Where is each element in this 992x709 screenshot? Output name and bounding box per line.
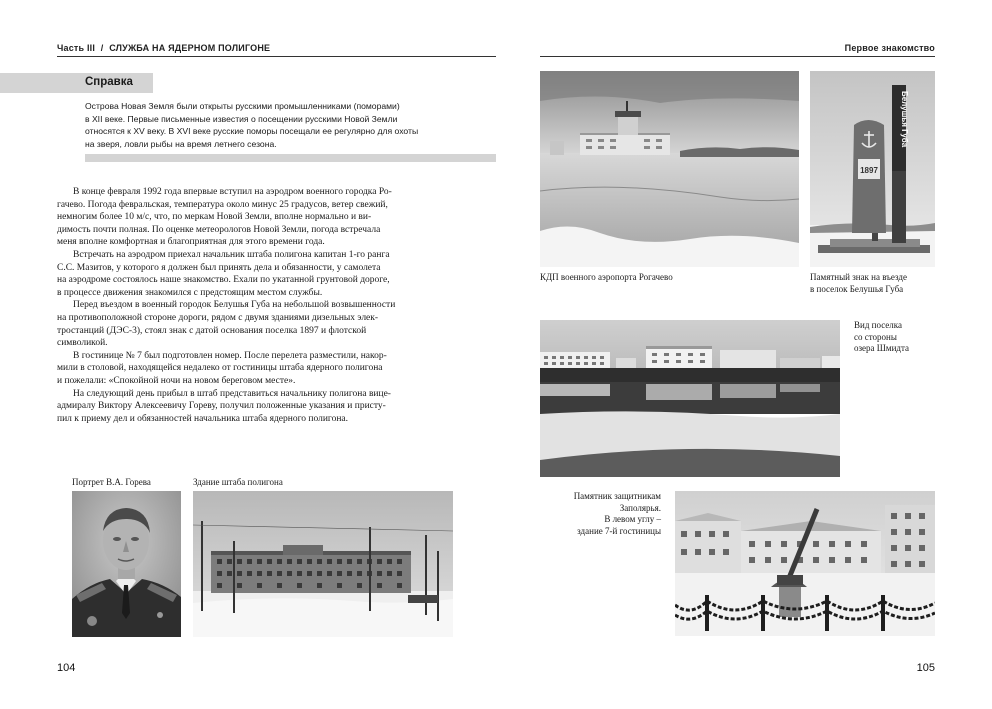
sign-vertical-text: Белушья Губа (900, 91, 909, 148)
sidebar-line: относятся к XV веку. В XVI веке русские поморы посещали ее регулярно для охоты (85, 126, 419, 137)
caption-monument-line: Заполярья. (619, 502, 661, 513)
body-line: символикой. (57, 338, 108, 349)
caption-monument (574, 491, 661, 537)
left-page-number: 104 (57, 662, 76, 674)
caption-lake-line: со стороны (854, 331, 897, 342)
caption-lake-line: озера Шмидта (854, 343, 910, 354)
body-line: и пожелали: «Спокойной ночи на новом береговом месте». (57, 375, 296, 386)
memorial-sign-photo (810, 71, 935, 267)
body-line: гачево. Погода февральская, температура около минус 25 градусов, ветер свежий, (57, 199, 388, 210)
hq-building-photo (193, 491, 453, 637)
header-part: Часть III (57, 43, 96, 53)
sign-year: 1897 (860, 166, 878, 175)
body-text (57, 186, 395, 425)
caption-sign (810, 272, 907, 295)
sidebar-bottom-band (85, 154, 496, 162)
sidebar-line: Острова Новая Земля были открыты русскими промышленниками (поморами) (85, 101, 400, 111)
header-separator: / (100, 43, 104, 53)
caption-lake (854, 320, 909, 355)
body-line: На следующий день прибыл в штаб представиться начальнику полигона вице- (73, 388, 391, 399)
caption-hq-building: Здание штаба полигона (193, 477, 283, 487)
body-line: немногим более 10 м/с, что, по меркам Новой Земли, вполне нормально и ви- (57, 212, 372, 223)
body-line: В гостинице № 7 был подготовлен номер. После перелета разместили, накор- (73, 350, 387, 361)
left-header-rule (57, 56, 496, 57)
caption-portrait: Портрет В.А. Горева (72, 477, 151, 487)
body-line: С.С. Мазитов, у которого я должен был принять дела и обязанности, у самолета (57, 262, 381, 273)
caption-monument-line: здание 7-й гостиницы (577, 525, 661, 536)
body-line: меня вполне комфортная и благоприятная для этого времени года. (57, 237, 325, 248)
right-page-number: 105 (916, 662, 935, 674)
caption-sign-line: в поселок Белушья Губа (810, 283, 904, 294)
sidebar-line: в XII веке. Первые письменные известия о посещении русскими Новой Земли (85, 113, 398, 124)
caption-monument-line: Памятник защитникам (573, 491, 661, 501)
body-line: Перед въездом в военный городок Белушья Губа на небольшой возвышенности (73, 300, 396, 311)
body-line: пил к приему дел и обязанностей начальника штаба ядерного полигона. (57, 413, 348, 424)
header-title: СЛУЖБА НА ЯДЕРНОМ ПОЛИГОНЕ (109, 43, 271, 53)
body-line: димость почти полная. По оценке метеорологов Новой Земли, погода встречала (57, 224, 381, 235)
right-header-rule (540, 56, 935, 57)
left-running-header (57, 43, 270, 53)
sidebar-text (85, 100, 418, 151)
body-line: Встречать на аэродром приехал начальник штаба полигона капитан 1-го ранга (73, 249, 390, 260)
sidebar-title: Справка (85, 76, 133, 88)
caption-monument-line: В левом углу – (604, 514, 661, 525)
body-line: на противоположной стороне дороги, рядом с двумя зданиями дизельных элек- (57, 312, 379, 323)
caption-airport: КДП военного аэропорта Рогачево (540, 272, 673, 282)
body-line: В конце февраля 1992 года впервые вступил на аэродром военного городка Ро- (73, 187, 392, 197)
right-running-header: Первое знакомство (844, 43, 935, 53)
body-line: в процессе движения знакомился с предстоящим местом службы. (57, 287, 323, 298)
monument-photo (675, 491, 935, 636)
caption-lake-line: Вид поселка (854, 320, 903, 330)
body-line: тростанций (ДЭС-3), стоял знак с датой основания поселка 1897 и флотской (57, 325, 367, 336)
portrait-photo (72, 491, 181, 637)
lake-view-photo (540, 320, 840, 477)
body-line: на аэродроме состоялось наше знакомство. Ехали по укатанной грунтовой дороге, (57, 275, 390, 286)
airport-photo (540, 71, 799, 267)
body-line: мили в столовой, находящейся недалеко от гостиницы штаба ядерного полигона (57, 363, 383, 374)
caption-sign-line: Памятный знак на въезде (810, 272, 907, 282)
sidebar-line: на зверя, ловли рыбы на время летнего сезона. (85, 139, 277, 150)
body-line: адмиралу Виктору Алексеевичу Гореву, получил положенные указания и присту- (57, 401, 386, 412)
